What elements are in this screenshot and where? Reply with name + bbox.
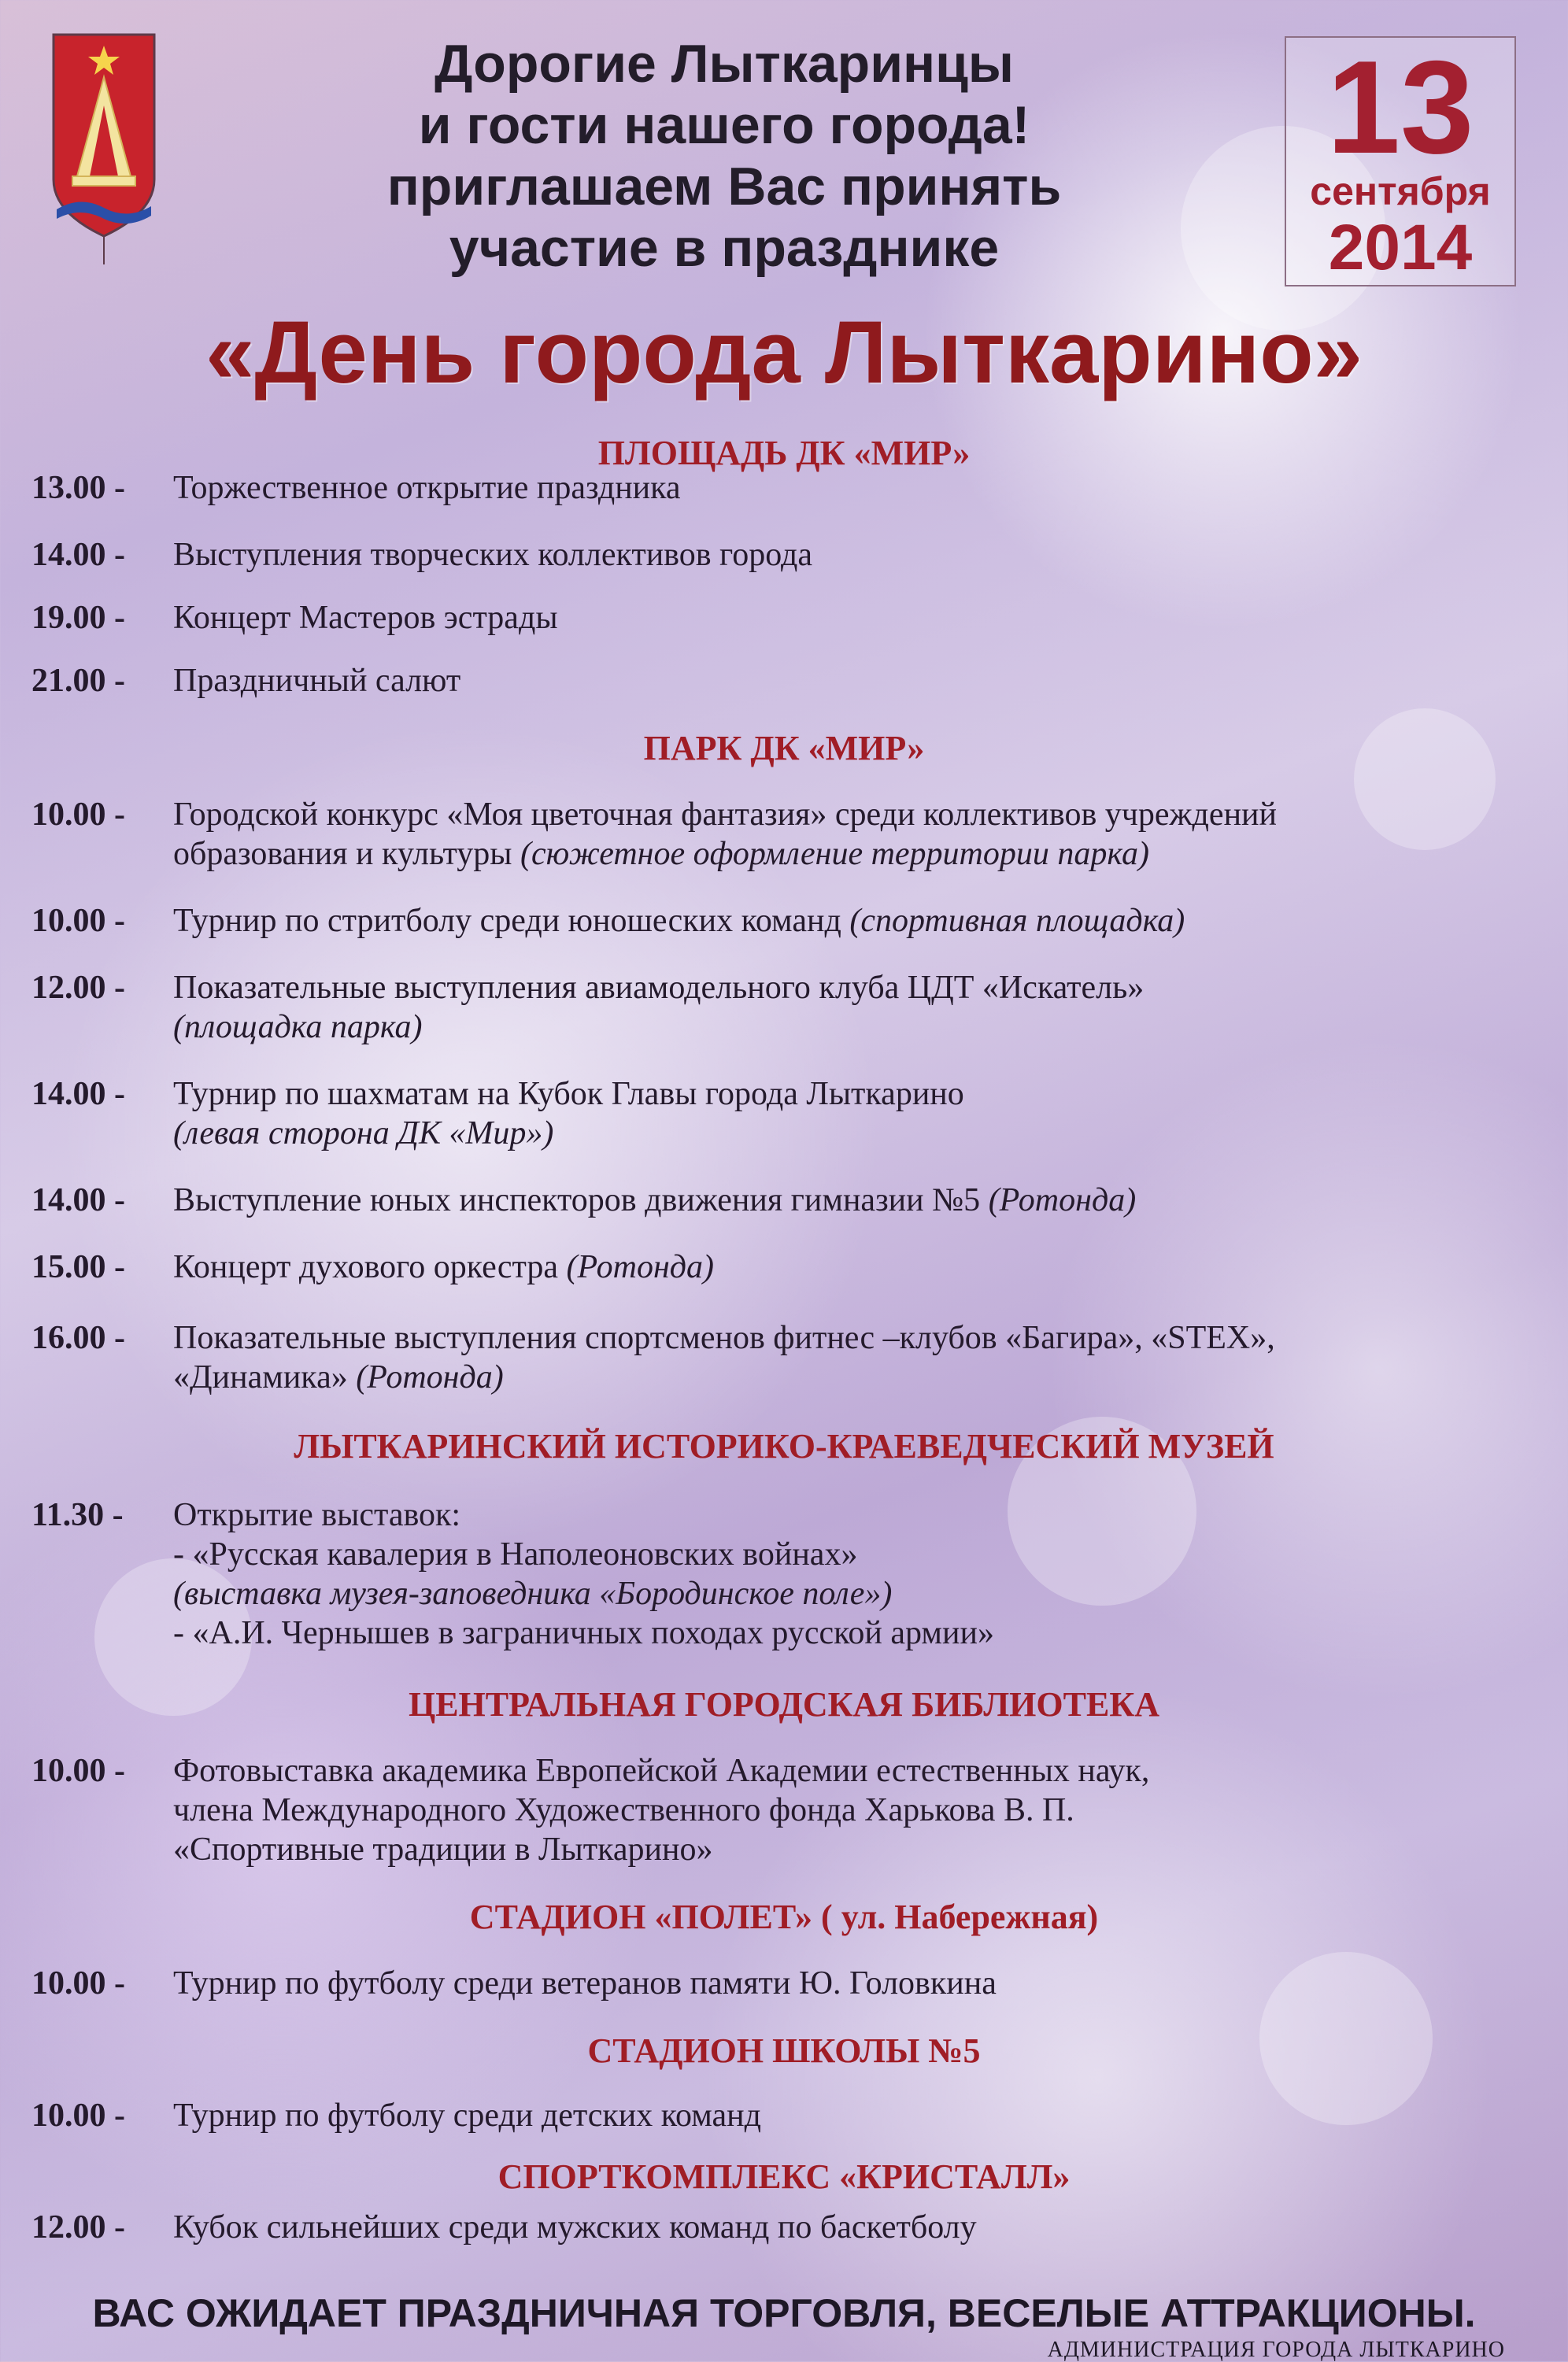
section-heading: ЦЕНТРАЛЬНАЯ ГОРОДСКАЯ БИБЛИОТЕКА — [408, 1685, 1159, 1724]
date-year: 2014 — [1328, 212, 1473, 283]
event-text: Турнир по стритболу среди юношеских команд — [173, 903, 850, 939]
event-time: 19.00 - — [31, 600, 125, 636]
event-text: Показательные выступления авиамодельного клуба ЦДТ «Искатель» — [173, 970, 1145, 1006]
event-time: 14.00 - — [31, 537, 125, 573]
event-note: (Ротонда) — [566, 1249, 715, 1285]
footer-announcement: ВАС ОЖИДАЕТ ПРАЗДНИЧНАЯ ТОРГОВЛЯ, ВЕСЕЛЫЕ АТТРАКЦИОНЫ. — [92, 2291, 1476, 2335]
event-note: (спортивная площадка) — [849, 903, 1185, 939]
event-text: «Спортивные традиции в Лыткарино» — [173, 1832, 713, 1868]
section-heading: СПОРТКОМПЛЕКС «КРИСТАЛЛ» — [497, 2157, 1071, 2196]
event-text: образования и культуры — [173, 836, 521, 872]
event-time: 10.00 - — [31, 797, 125, 833]
event-note: (сюжетное оформление территории парка) — [520, 836, 1149, 872]
event-text: Турнир по шахматам на Кубок Главы города Лыткарино — [173, 1076, 964, 1112]
signature: АДМИНИСТРАЦИЯ ГОРОДА ЛЫТКАРИНО — [1047, 2338, 1505, 2362]
event-text: Концерт Мастеров эстрады — [173, 600, 558, 636]
date-day: 13 — [1326, 33, 1474, 181]
invitation-header — [220, 33, 1228, 279]
header-line: участие в празднике — [449, 218, 1000, 278]
event-time: 14.00 - — [31, 1076, 125, 1112]
event-text: Открытие выставок: — [173, 1497, 461, 1533]
event-text: Фотовыставка академика Европейской Академии естественных наук, — [173, 1753, 1150, 1789]
event-time: 10.00 - — [31, 1965, 125, 2002]
section-heading: ПАРК ДК «МИР» — [643, 729, 925, 767]
event-text: «Динамика» — [173, 1359, 357, 1395]
event-text: Концерт духового оркестра — [173, 1249, 567, 1285]
section-heading: СТАДИОН «ПОЛЕТ» ( ул. Набережная) — [469, 1898, 1099, 1936]
event-time: 12.00 - — [31, 2209, 125, 2246]
event-date — [1285, 33, 1516, 286]
event-time: 10.00 - — [31, 1753, 125, 1789]
page-title: «День города Лыткарино» — [205, 303, 1363, 401]
event-text: - «Русская кавалерия в Наполеоновских войнах» — [173, 1536, 858, 1573]
city-coat-of-arms-icon — [49, 30, 159, 266]
event-text: - «А.И. Чернышев в заграничных походах русской армии» — [173, 1615, 994, 1651]
event-note: (площадка парка) — [173, 1009, 423, 1045]
section-heading: СТАДИОН ШКОЛЫ №5 — [587, 2031, 981, 2070]
event-text: Показательные выступления спортсменов фитнес –клубов «Багира», «STEX», — [173, 1320, 1275, 1356]
event-text: Праздничный салют — [173, 663, 461, 699]
event-time: 11.30 - — [31, 1497, 124, 1533]
event-text: Городской конкурс «Моя цветочная фантазия» среди коллективов учреждений — [173, 797, 1277, 833]
event-time: 10.00 - — [31, 903, 125, 939]
event-time: 21.00 - — [31, 663, 125, 699]
event-time: 10.00 - — [31, 2098, 125, 2134]
section-heading: ПЛОЩАДЬ ДК «МИР» — [597, 434, 971, 472]
event-time: 15.00 - — [31, 1249, 125, 1285]
event-time: 12.00 - — [31, 970, 125, 1006]
event-text: Выступления творческих коллективов города — [173, 537, 813, 573]
event-time: 16.00 - — [31, 1320, 125, 1356]
event-text: Турнир по футболу среди детских команд — [173, 2098, 762, 2134]
event-text: Кубок сильнейших среди мужских команд по баскетболу — [173, 2209, 977, 2246]
event-text: члена Международного Художественного фонда Харькова В. П. — [173, 1792, 1074, 1828]
event-time: 13.00 - — [31, 470, 125, 506]
header-line: приглашаем Вас принять — [386, 157, 1062, 216]
event-text: Торжественное открытие праздника — [173, 470, 681, 506]
date-month: сентября — [1310, 169, 1491, 213]
event-note: (левая сторона ДК «Мир») — [173, 1115, 554, 1151]
event-text: Турнир по футболу среди ветеранов памяти Ю. Головкина — [173, 1965, 997, 2002]
event-text: Выступление юных инспекторов движения гимназии №5 — [173, 1182, 989, 1218]
header-line: Дорогие Лыткаринцы — [435, 34, 1014, 94]
section-heading: ЛЫТКАРИНСКИЙ ИСТОРИКО-КРАЕВЕДЧЕСКИЙ МУЗЕЙ — [294, 1427, 1274, 1466]
event-note: (выставка музея-заповедника «Бородинское поле») — [173, 1576, 893, 1612]
event-time: 14.00 - — [31, 1182, 125, 1218]
event-note: (Ротонда) — [356, 1359, 504, 1395]
event-note: (Ротонда) — [988, 1182, 1137, 1218]
header-line: и гости нашего города! — [418, 95, 1030, 155]
